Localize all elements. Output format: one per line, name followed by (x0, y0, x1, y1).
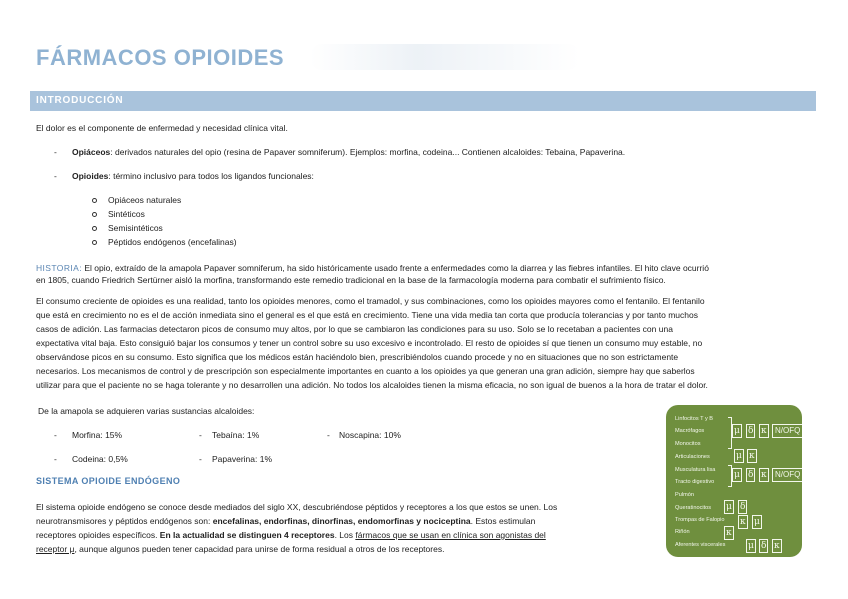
tissue-label: Linfocitos T y B (675, 416, 714, 422)
title-decoration (310, 44, 580, 70)
circle-bullet (92, 226, 97, 231)
dash-bullet: - (54, 430, 57, 440)
delta-receptor-box: δ (748, 426, 754, 436)
circle-bullet (92, 212, 97, 217)
historia-label: HISTORIA: (36, 263, 82, 273)
historia-line-2: en 1805, cuando Friedrich Sertürner aisló la morfina, transformando este remedio tradicional en la base de la farmacología moderna para combatir el sufrimiento físico. (36, 275, 666, 285)
consumo-line: utilizar para que el paciente no se haga tolerante y no desarrollen una adición. No todos los alcaloides tienen la misma eficacia, no son igual de buenos a la hora de tratar el dolor. (36, 380, 708, 390)
page-title: FÁRMACOS OPIOIDES (36, 45, 285, 70)
kappa-receptor-box: κ (740, 517, 746, 527)
def-opioides: Opioides: término inclusivo para todos los ligandos funcionales: (72, 171, 314, 181)
mu-receptor-box: μ (726, 502, 732, 512)
kappa-receptor-box: κ (774, 541, 780, 551)
sistema-line-2: neurotransmisores y péptidos endógenos son: encefalinas, endorfinas, dinorfinas, endomorfinas y nociceptina. Estos estimulan (36, 516, 536, 526)
list-item: Péptidos endógenos (encefalinas) (108, 237, 237, 247)
mu-receptor-box: μ (748, 541, 754, 551)
tissue-label: Tracto digestivo (675, 479, 715, 485)
delta-receptor-box: δ (748, 470, 754, 480)
dash-bullet: - (199, 430, 202, 440)
tissue-label: Macrófagos (675, 428, 705, 434)
nofq-receptor-box: N/OFQ (772, 424, 802, 438)
tissue-label: Articulaciones (675, 454, 710, 460)
kappa-receptor-box: κ (726, 528, 732, 538)
delta-receptor-box: δ (761, 541, 767, 551)
def-opiaceos: Opiáceos: derivados naturales del opio (resina de Papaver somniferum). Ejemplos: morfina, codeina... Contienen alcaloides: Tebaina, Papaverina. (72, 147, 626, 157)
list-item: Sintéticos (108, 209, 145, 219)
tissue-label: Pulmón (675, 492, 694, 498)
list-item: Opiáceos naturales (108, 195, 182, 205)
section-header-sistema-opioide: SISTEMA OPIOIDE ENDÓGENO (36, 476, 181, 486)
alkaloid-papaverina: Papaverina: 1% (212, 454, 273, 464)
mu-receptor-box: μ (754, 517, 760, 527)
consumo-line: casos de adición. Las farmacias detectaron picos de consumo muy altos, por lo que se cambiaron las condiciones para su uso. Solo se lo recetaban a pacientes con una (36, 324, 673, 334)
amapola-intro: De la amapola se adquieren varias sustancias alcaloides: (38, 406, 255, 416)
alkaloid-morfina: Morfina: 15% (72, 430, 123, 440)
kappa-receptor-box: κ (761, 426, 767, 436)
sistema-line-4: receptor μ, aunque algunos pueden tener capacidad para unirse de forma residual a otros de los receptores. (36, 544, 445, 554)
consumo-line: que está en crecimiento no es el de acción inmediata sino el general es el que está en crecimiento. Tiene una vida media tan corta que producía tolerancias y por tanto muchos (36, 310, 698, 320)
consumo-line: expectativa vital baja. Esto consiguió bajar los consumos y tener un control sobre su uso excesivo e incontrolado. El resto de opioides sí que tienen un consumo muy estable, no (36, 338, 703, 348)
kappa-receptor-box: κ (761, 470, 767, 480)
circle-bullet (92, 198, 97, 203)
tissue-label: Aferentes viscerales (675, 542, 726, 548)
consumo-line: El consumo creciente de opioides es una realidad, tanto los opioides menores, como el tramadol, y sus combinaciones, como los opioides mayores como el fentanilo. El fentanilo (36, 296, 705, 306)
mu-receptor-box: μ (734, 426, 740, 436)
circle-bullet (92, 240, 97, 245)
alkaloid-codeina: Codeina: 0,5% (72, 454, 128, 464)
consumo-line: necesarios. Los mecanismos de control y de prescripción son especialmente importantes en cuanto a los opioides ya que generan una gran adición, siempre hay que saberlos (36, 366, 695, 376)
delta-receptor-box: δ (740, 502, 746, 512)
tissue-label: Musculatura lisa (675, 467, 716, 473)
mu-receptor-box: μ (736, 451, 742, 461)
receptor-distribution-diagram (666, 405, 802, 557)
section-header-introduccion: INTRODUCCIÓN (30, 91, 816, 111)
alkaloid-noscapina: Noscapina: 10% (339, 430, 401, 440)
mu-receptor-box: μ (734, 470, 740, 480)
dash-bullet: - (54, 147, 57, 157)
alkaloid-tebaina: Tebaína: 1% (212, 430, 260, 440)
dash-bullet: - (54, 171, 57, 181)
sistema-line-1: El sistema opioide endógeno se conoce desde mediados del siglo XX, descubriéndose péptidos y receptores a los que estos se unen. Los (36, 502, 558, 512)
tissue-label: Trompas de Falopio (675, 517, 725, 523)
sistema-line-3: receptores opioides específicos. En la actualidad se distinguen 4 receptores. Los fármacos que se usan en clínica son agonistas del (36, 530, 546, 540)
kappa-receptor-box: κ (749, 451, 755, 461)
dash-bullet: - (199, 454, 202, 464)
historia-line-1: HISTORIA: El opio, extraído de la amapola Papaver somniferum, ha sido históricamente usado frente a enfermedades como la diarrea y las fiebres infantiles. El hito clave ocurrió (36, 263, 709, 273)
tissue-label: Monocitos (675, 441, 701, 447)
intro-text: El dolor es el componente de enfermedad y necesidad clínica vital. (36, 123, 288, 133)
list-item: Semisintéticos (108, 223, 163, 233)
consumo-line: observándose picos en su consumo. Esto significa que los médicos están haciéndolo bien, prescribiéndolos cuando procede y no en situaciones que no son estrictamente (36, 352, 679, 362)
tissue-label: Riñón (675, 529, 690, 535)
dash-bullet: - (327, 430, 330, 440)
nofq-receptor-box: N/OFQ (772, 468, 802, 482)
dash-bullet: - (54, 454, 57, 464)
tissue-label: Queratinocitos (675, 505, 712, 511)
